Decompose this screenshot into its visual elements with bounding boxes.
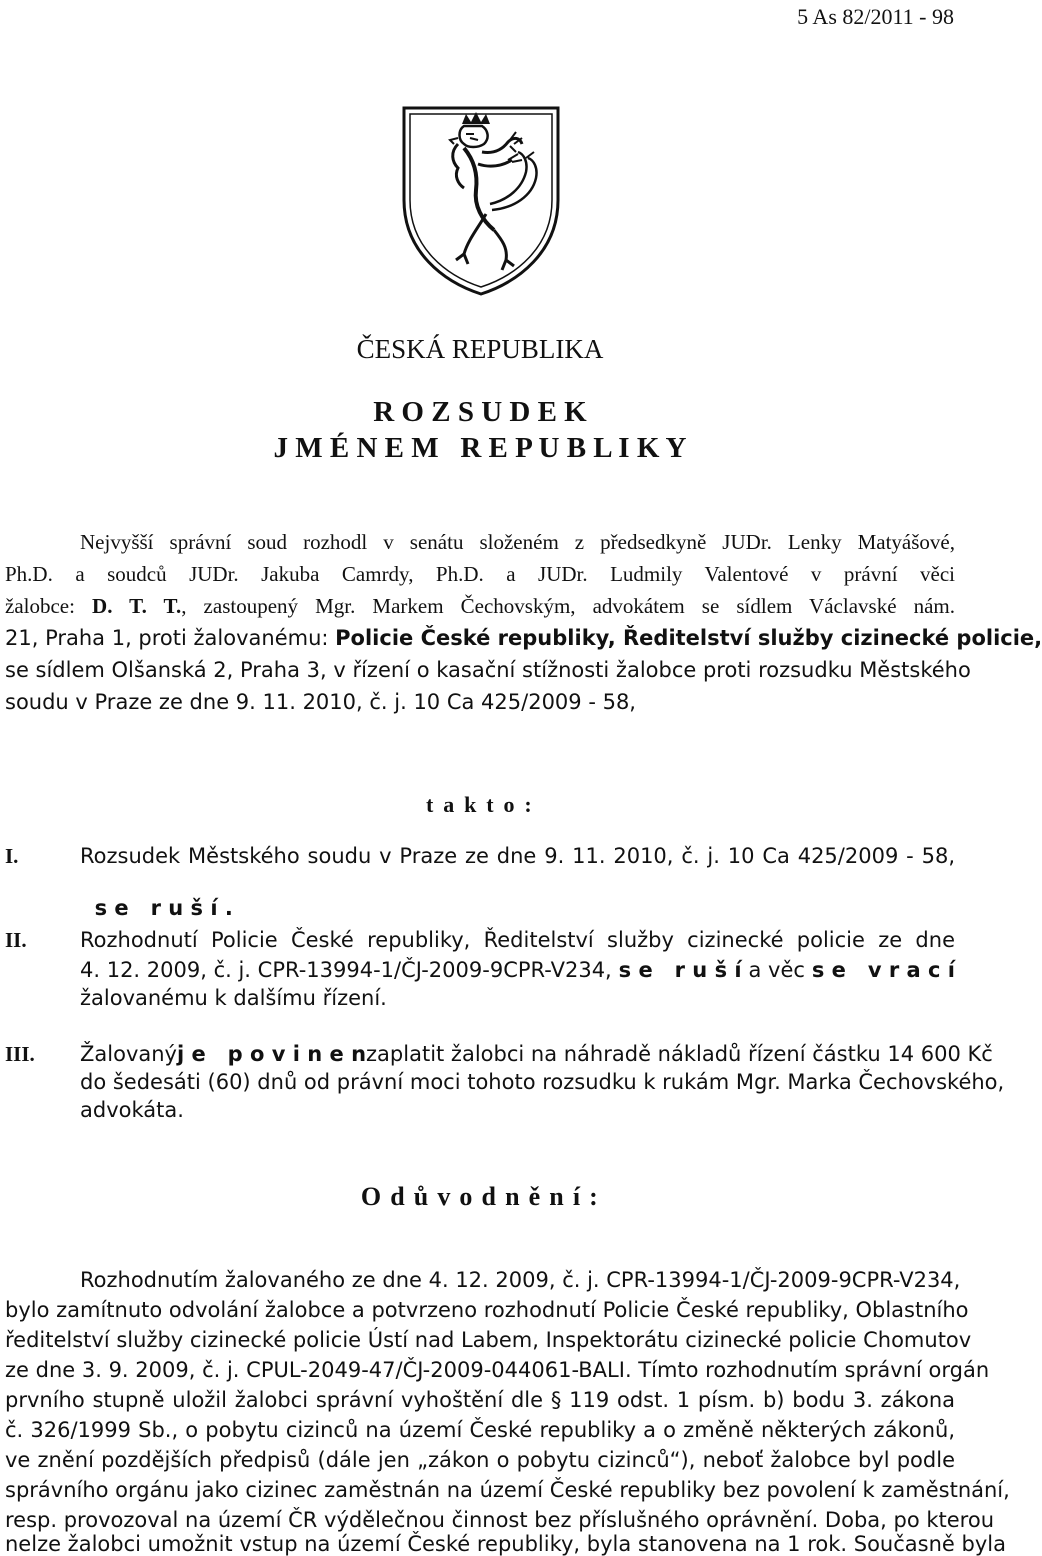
- case-reference: 5 As 82/2011 - 98: [797, 4, 954, 29]
- point-2-line-2: 4. 12. 2009, č. j. CPR-13994-1/ČJ-2009-9CPR-V234, s e r u š í a věc s e v r a c í: [80, 958, 955, 982]
- intro-line-3: žalobce: D. T. T., zastoupený Mgr. Markem Čechovským, advokátem se sídlem Václavské nám.: [5, 594, 955, 618]
- intro-line-2: Ph.D. a soudců JUDr. Jakuba Camrdy, Ph.D. a JUDr. Ludmily Valentové v právní věci: [5, 562, 955, 586]
- reasoning-line-2: bylo zamítnuto odvolání žalobce a potvrzeno rozhodnutí Policie České republiky, Oblastního: [5, 1298, 969, 1322]
- defendant-name: Policie České republiky, Ředitelství služby cizinecké policie,: [335, 626, 1042, 650]
- reasoning-line-5: prvního stupně uložil žalobci správní vyhoštění dle § 119 odst. 1 písm. b) bodu 3. zákona: [5, 1388, 955, 1412]
- point-3-line-3: advokáta.: [80, 1098, 184, 1122]
- point-2-line-1: Rozhodnutí Policie České republiky, Ředitelství služby cizinecké policie ze dne: [80, 928, 955, 952]
- reasoning-line-10: nelze žalobci umožnit vstup na území České republiky, byla stanovena na 1 rok. Současně byla: [5, 1532, 1006, 1556]
- plaintiff-name: D. T. T.: [92, 594, 182, 618]
- reasoning-line-7: ve znění pozdějších předpisů (dále jen „zákon o pobytu cizinců“), neboť žalobce byl podle: [5, 1448, 955, 1472]
- reasoning-line-9: resp. provozoval na území ČR výdělečnou činnost bez příslušného oprávnění. Doba, po kterou: [5, 1508, 994, 1532]
- intro-line-4: 21, Praha 1, proti žalovanému: Policie České republiky, Ředitelství služby cizinecké policie,: [5, 626, 1042, 650]
- in-name-title: J M É N E M R E P U B L I K Y: [273, 432, 687, 464]
- point-2-line-3: žalovanému k dalšímu řízení.: [80, 986, 387, 1010]
- coat-of-arms-emblem: [398, 104, 564, 296]
- reasoning-line-1: Rozhodnutím žalovaného ze dne 4. 12. 2009, č. j. CPR-13994-1/ČJ-2009-9CPR-V234,: [80, 1268, 961, 1292]
- takto-heading: t a k t o :: [426, 792, 534, 817]
- point-1-line-1: Rozsudek Městského soudu v Praze ze dne 9. 11. 2010, č. j. 10 Ca 425/2009 - 58,: [80, 844, 955, 868]
- country-title: ČESKÁ REPUBLIKA: [356, 334, 604, 364]
- point-number-2: II.: [5, 928, 27, 952]
- intro-line-6: soudu v Praze ze dne 9. 11. 2010, č. j. 10 Ca 425/2009 - 58,: [5, 690, 636, 714]
- lion-icon: [398, 104, 564, 296]
- reasoning-line-3: ředitelství služby cizinecké policie Ústí nad Labem, Inspektorátu cizinecké policie Chomutov: [5, 1328, 972, 1352]
- reasoning-line-6: č. 326/1999 Sb., o pobytu cizinců na území České republiky a o změně některých zákonů,: [5, 1418, 955, 1442]
- point-1-line-2: s e r u š í .: [94, 896, 233, 920]
- intro-line-5: se sídlem Olšanská 2, Praha 3, v řízení o kasační stížnosti žalobce proti rozsudku Městského: [5, 658, 971, 682]
- reasoning-line-8: správního orgánu jako cizinec zaměstnán na území České republiky bez povolení k zaměstnání,: [5, 1478, 1010, 1502]
- intro-line-1: Nejvyšší správní soud rozhodl v senátu složeném z předsedkyně JUDr. Lenky Matyášové,: [80, 530, 955, 554]
- verdict-title: R O Z S U D E K: [373, 396, 587, 428]
- point-3-line-2: do šedesáti (60) dnů od právní moci tohoto rozsudku k rukám Mgr. Marka Čechovského,: [80, 1070, 1005, 1094]
- point-number-1: I.: [5, 844, 19, 868]
- point-number-3: III.: [5, 1042, 35, 1066]
- point-3-line-1: Žalovaný j e p o v i n e n zaplatit žalobci na náhradě nákladů řízení částku 14 600 Kč: [80, 1042, 993, 1066]
- reasoning-heading: O d ů v o d n ě n í :: [360, 1182, 600, 1211]
- reasoning-line-4: ze dne 3. 9. 2009, č. j. CPUL-2049-47/ČJ-2009-044061-BALI. Tímto rozhodnutím správní orgán: [5, 1358, 990, 1382]
